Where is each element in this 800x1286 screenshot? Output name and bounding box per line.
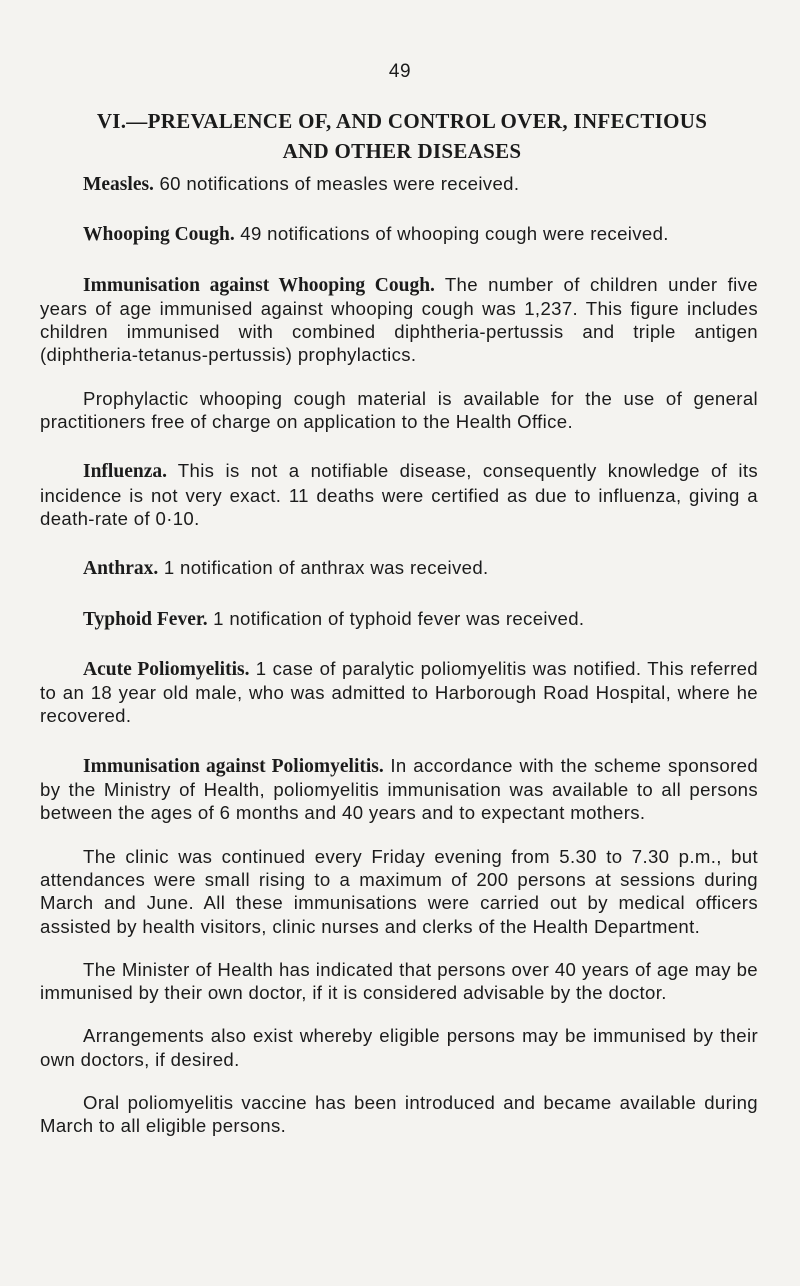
paragraph-text: The clinic was continued every Friday evening from 5.30 to 7.30 p.m., but attendances were small rising to a maximum of 200 persons at sessions during March and June. All these immunisations were carried out by medical officers assisted by health visitors, clinic nurses and clerks of the Health Department.: [40, 845, 758, 937]
paragraph-lead: Influenza.: [83, 461, 167, 483]
paragraph-prophylactic-material: [40, 387, 758, 434]
paragraph-arrangements: [40, 1024, 758, 1071]
paragraph-text: In accordance with the scheme sponsored by the Ministry of Health, poliomyelitis immunisation was available to all persons between the ages of 6 months and 40 years and to expectant mothers.: [40, 754, 759, 824]
paragraph-lead: Immunisation against Whooping Cough.: [83, 274, 435, 296]
paragraph-whooping-cough: [40, 222, 758, 246]
paragraph-immunisation-poliomyelitis: [40, 754, 758, 825]
section-heading: [62, 106, 742, 166]
paragraph-text: Arrangements also exist whereby eligible persons may be immunised by their own doctors, if desired.: [40, 1025, 758, 1070]
paragraph-oral-vaccine: [40, 1091, 758, 1138]
paragraph-anthrax: [40, 556, 758, 580]
section-heading-line-1: VI.—PREVALENCE OF, AND CONTROL OVER, INFECTIOUS: [96, 109, 708, 133]
paragraph-text: 1 case of paralytic poliomyelitis was notified. This referred to an 18 year old male, who was admitted to Harborough Road Hospital, where he recovered.: [40, 657, 758, 727]
paragraph-text: 1 notification of anthrax was received.: [158, 557, 489, 579]
paragraph-text: The number of children under five years of age immunised against whooping cough was 1,237. This figure includes children immunised with combined diphtheria-pertussis and triple antigen (diphtheria-tetanus-pertussis) prophylactics.: [40, 273, 758, 366]
paragraph-text: The Minister of Health has indicated that persons over 40 years of age may be immunised by their own doctor, if it is considered advisable by the doctor.: [40, 958, 758, 1004]
paragraph-lead: Anthrax.: [83, 558, 159, 580]
paragraph-typhoid-fever: [40, 607, 758, 631]
paragraph-acute-poliomyelitis: [40, 657, 758, 728]
body-text: [40, 172, 758, 1158]
paragraph-minister-of-health: [40, 958, 758, 1005]
paragraph-text: Prophylactic whooping cough material is available for the use of general practitioners free of charge on application to the Health Office.: [40, 387, 758, 433]
paragraph-text: 60 notifications of measles were received.: [153, 173, 520, 194]
paragraph-measles: [40, 172, 758, 196]
section-heading-line-2: AND OTHER DISEASES: [282, 139, 522, 163]
paragraph-text: Oral poliomyelitis vaccine has been introduced and became available during March to all eligible persons.: [40, 1092, 758, 1137]
paragraph-text: This is not a notifiable disease, consequently knowledge of its incidence is not very exact. 11 deaths were certified as due to influenza, giving a death-rate of 0·10.: [40, 460, 758, 529]
paragraph-lead: Measles.: [83, 174, 154, 195]
page-number: 49: [388, 61, 412, 82]
paragraph-lead: Acute Poliomyelitis.: [83, 658, 250, 680]
paragraph-lead: Typhoid Fever.: [83, 608, 208, 630]
paragraph-clinic: [40, 845, 758, 938]
paragraph-lead: Immunisation against Poliomyelitis.: [83, 755, 384, 777]
paragraph-lead: Whooping Cough.: [83, 224, 235, 246]
paragraph-immunisation-whooping-cough: [40, 273, 758, 367]
paragraph-text: 1 notification of typhoid fever was received.: [207, 607, 585, 629]
paragraph-influenza: [40, 459, 758, 530]
paragraph-text: 49 notifications of whooping cough were received.: [234, 223, 669, 245]
